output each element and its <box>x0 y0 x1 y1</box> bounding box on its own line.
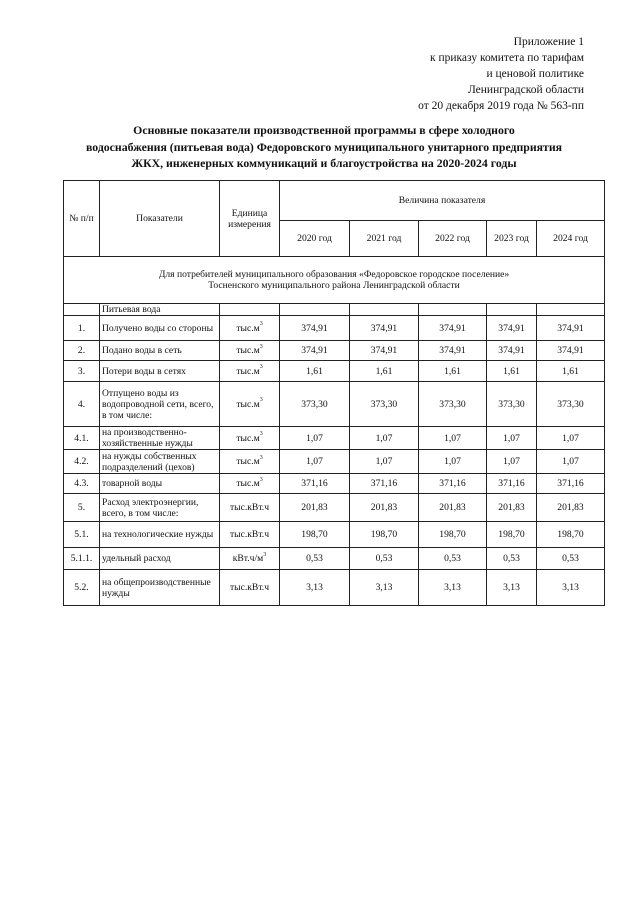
header-unit: Единица измерения <box>220 181 280 257</box>
row-number: 3. <box>64 361 100 382</box>
header-indicator: Показатели <box>100 181 220 257</box>
row-number: 5.1. <box>64 522 100 548</box>
row-unit <box>220 361 280 382</box>
value-cell: 201,83 <box>419 494 487 522</box>
value-cell: 3,13 <box>419 570 487 606</box>
value-cell: 1,07 <box>537 450 605 474</box>
consumer-line: Тосненского муниципального района Ленинградской области <box>208 280 460 291</box>
value-cell: 371,16 <box>487 474 537 494</box>
unit-text: тыс.м <box>236 432 260 444</box>
row-indicator: Потери воды в сетях <box>100 361 220 382</box>
appendix-line: к приказу комитета по тарифам <box>430 52 584 64</box>
unit-text: тыс.кВт.ч <box>229 529 270 540</box>
value-cell: 0,53 <box>537 548 605 570</box>
unit-text: тыс.м <box>236 398 260 410</box>
value-cell: 198,70 <box>280 522 350 548</box>
row-number: 4.1. <box>64 427 100 450</box>
value-cell: 1,07 <box>419 427 487 450</box>
section-label: Питьевая вода <box>100 304 220 316</box>
table-row <box>64 427 605 450</box>
value-cell: 1,07 <box>350 427 419 450</box>
table-row <box>64 450 605 474</box>
table-row <box>64 548 605 570</box>
document-title <box>40 122 608 172</box>
value-cell: 3,13 <box>350 570 419 606</box>
empty-cell <box>350 304 419 316</box>
header-year: 2020 год <box>280 221 350 257</box>
table-row <box>64 316 605 341</box>
header-number: № п/п <box>64 181 100 257</box>
unit-exponent: 3 <box>259 454 263 461</box>
title-line: водоснабжения (питьевая вода) Федоровского муниципального унитарного предприятия <box>85 139 563 154</box>
value-cell: 1,61 <box>487 361 537 382</box>
unit-text: тыс.м <box>236 456 260 467</box>
value-cell: 198,70 <box>487 522 537 548</box>
row-indicator: на производственно-хозяйственные нужды <box>100 427 220 450</box>
table-body <box>64 181 605 606</box>
appendix-line: Ленинградской области <box>467 84 584 96</box>
value-cell: 201,83 <box>537 494 605 522</box>
value-cell: 374,91 <box>419 341 487 361</box>
row-unit <box>220 570 280 606</box>
row-unit <box>220 427 280 450</box>
value-cell: 1,07 <box>350 450 419 474</box>
row-unit <box>220 548 280 570</box>
empty-cell <box>64 304 100 316</box>
section-row <box>64 304 605 316</box>
value-cell: 1,61 <box>280 361 350 382</box>
value-cell: 1,07 <box>280 427 350 450</box>
row-indicator: Получено воды со стороны <box>100 316 220 341</box>
value-cell: 373,30 <box>487 382 537 427</box>
header-year: 2021 год <box>350 221 419 257</box>
row-number: 1. <box>64 316 100 341</box>
value-cell: 1,61 <box>419 361 487 382</box>
unit-exponent: 3 <box>259 364 263 371</box>
value-cell: 3,13 <box>537 570 605 606</box>
row-indicator: на технологические нужды <box>100 522 220 548</box>
row-unit <box>220 316 280 341</box>
row-unit <box>220 450 280 474</box>
value-cell: 198,70 <box>537 522 605 548</box>
value-cell: 374,91 <box>487 316 537 341</box>
row-number: 5.1.1. <box>64 548 100 570</box>
row-unit <box>220 522 280 548</box>
consumer-line: Для потребителей муниципального образования «Федоровское городское поселение» <box>158 269 510 280</box>
value-cell: 3,13 <box>487 570 537 606</box>
row-number: 5. <box>64 494 100 522</box>
row-indicator: Подано воды в сеть <box>100 341 220 361</box>
value-cell: 1,07 <box>487 427 537 450</box>
value-cell: 3,13 <box>280 570 350 606</box>
header-year: 2024 год <box>537 221 605 257</box>
value-cell: 0,53 <box>350 548 419 570</box>
row-indicator: Отпущено воды из водопроводной сети, всего, в том числе: <box>100 382 220 427</box>
row-unit <box>220 341 280 361</box>
value-cell: 1,61 <box>537 361 605 382</box>
value-cell: 371,16 <box>419 474 487 494</box>
table-row <box>64 361 605 382</box>
value-cell: 201,83 <box>487 494 537 522</box>
unit-exponent: 3 <box>259 431 263 438</box>
indicators-table <box>63 180 605 606</box>
value-cell: 373,30 <box>280 382 350 427</box>
header-row <box>64 181 605 221</box>
row-indicator: на общепроизводственные нужды <box>100 570 220 606</box>
value-cell: 0,53 <box>280 548 350 570</box>
empty-cell <box>487 304 537 316</box>
value-cell: 371,16 <box>350 474 419 494</box>
value-cell: 373,30 <box>419 382 487 427</box>
unit-text: тыс.м <box>236 365 260 377</box>
row-indicator: удельный расход <box>100 548 220 570</box>
title-line: ЖКХ, инженерных коммуникаций и благоустройства на 2020-2024 годы <box>131 156 517 170</box>
appendix-block <box>324 34 584 114</box>
value-cell: 371,16 <box>537 474 605 494</box>
unit-exponent: 3 <box>259 343 263 350</box>
table-row <box>64 474 605 494</box>
value-cell: 1,07 <box>419 450 487 474</box>
row-indicator: Расход электроэнергии, всего, в том числе: <box>100 494 220 522</box>
value-cell: 374,91 <box>537 341 605 361</box>
appendix-line: от 20 декабря 2019 года № 563-пп <box>418 100 584 112</box>
value-cell: 1,07 <box>537 427 605 450</box>
value-cell: 1,07 <box>280 450 350 474</box>
row-number: 4.3. <box>64 474 100 494</box>
table-row <box>64 570 605 606</box>
row-number: 5.2. <box>64 570 100 606</box>
row-indicator: на нужды собственных подразделений (цехов) <box>100 450 220 474</box>
empty-cell <box>280 304 350 316</box>
value-cell: 374,91 <box>419 316 487 341</box>
row-indicator: товарной воды <box>100 474 220 494</box>
empty-cell <box>537 304 605 316</box>
value-cell: 0,53 <box>419 548 487 570</box>
row-unit <box>220 474 280 494</box>
unit-exponent: 3 <box>259 476 263 483</box>
value-cell: 374,91 <box>487 341 537 361</box>
value-cell: 373,30 <box>350 382 419 427</box>
value-cell: 374,91 <box>350 341 419 361</box>
empty-cell <box>220 304 280 316</box>
row-number: 2. <box>64 341 100 361</box>
unit-exponent: 3 <box>259 397 263 404</box>
table-row <box>64 341 605 361</box>
value-cell: 0,53 <box>487 548 537 570</box>
unit-exponent: 3 <box>263 551 267 558</box>
value-cell: 374,91 <box>280 341 350 361</box>
row-number: 4.2. <box>64 450 100 474</box>
header-year: 2022 год <box>419 221 487 257</box>
row-unit <box>220 382 280 427</box>
value-cell: 373,30 <box>537 382 605 427</box>
table-row <box>64 522 605 548</box>
unit-text: тыс.м <box>236 322 260 334</box>
value-cell: 374,91 <box>350 316 419 341</box>
unit-text: кВт.ч/м <box>232 553 264 564</box>
value-cell: 1,61 <box>350 361 419 382</box>
empty-cell <box>419 304 487 316</box>
value-cell: 371,16 <box>280 474 350 494</box>
unit-text: тыс.кВт.ч <box>229 582 270 593</box>
unit-text: тыс.м <box>236 345 260 356</box>
row-number: 4. <box>64 382 100 427</box>
appendix-line: и ценовой политике <box>486 68 584 80</box>
value-cell: 201,83 <box>350 494 419 522</box>
consumer-cell <box>64 257 605 304</box>
appendix-line: Приложение 1 <box>513 36 584 48</box>
consumer-row <box>64 257 605 304</box>
title-line: Основные показатели производственной программы в сфере холодного <box>133 123 515 137</box>
value-cell: 1,07 <box>487 450 537 474</box>
value-cell: 198,70 <box>350 522 419 548</box>
row-unit <box>220 494 280 522</box>
value-cell: 374,91 <box>537 316 605 341</box>
header-year: 2023 год <box>487 221 537 257</box>
value-cell: 198,70 <box>419 522 487 548</box>
table-row <box>64 382 605 427</box>
table-row <box>64 494 605 522</box>
unit-text: тыс.кВт.ч <box>229 502 270 513</box>
header-value: Величина показателя <box>280 181 605 221</box>
unit-exponent: 3 <box>259 321 263 328</box>
value-cell: 374,91 <box>280 316 350 341</box>
unit-text: тыс.м <box>236 478 260 489</box>
value-cell: 201,83 <box>280 494 350 522</box>
